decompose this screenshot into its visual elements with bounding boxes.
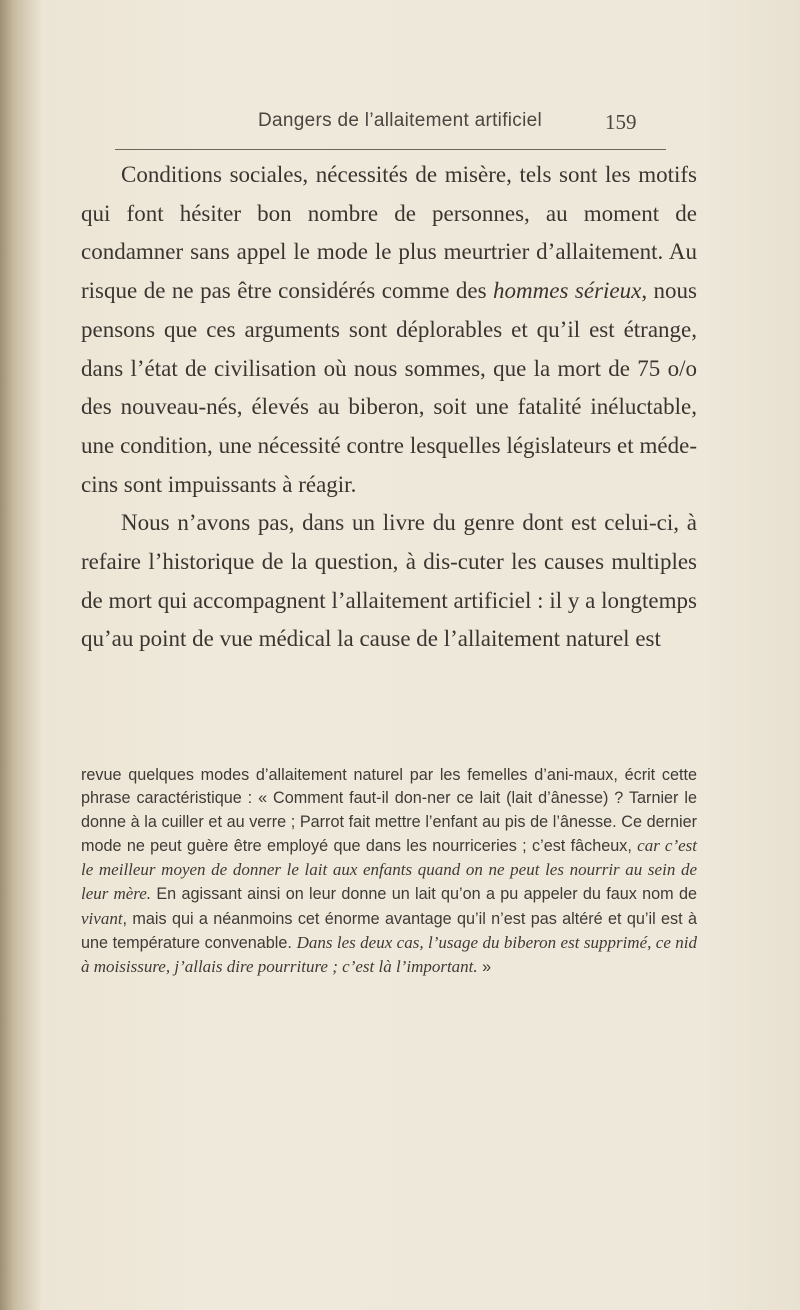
- paragraph-1: [81, 156, 697, 504]
- header-rule: [115, 149, 666, 150]
- paragraph-2: Nous n’avons pas, dans un livre du genre dont est celui-ci, à refaire l’historique de la question, à dis-cuter les causes multiples de mort qui accompagnent l’allaitement artificiel : il y a longtemps qu’au point de vue médical la cause de l’allaitement naturel est: [81, 510, 697, 652]
- main-text: [81, 156, 697, 659]
- footnote-text-a: revue quelques modes d’allaitement naturel par les femelles d’ani-maux, écrit cette phrase caractéristique : « Comment faut-il don-ner ce lait (lait d’ânesse) ? Tarnier le donne à la cuiller et au verre ; Parrot fait mettre l’enfant au pis de l’ânesse. Ce dernier mode ne peut guère être employé que dans les nourriceries ; c’est fâcheux,: [81, 766, 697, 855]
- footnote-italic-2: vivant: [81, 908, 123, 928]
- paragraph-1-italic: hommes sérieux: [493, 278, 642, 304]
- footnote: [81, 764, 697, 980]
- page-header: [0, 110, 800, 140]
- footnote-text-c: , mais qui a néanmoins cet énorme avantage qu’il n’est pas altéré et qu’il est à une température convenable.: [81, 909, 697, 953]
- page-binding-edge: [0, 0, 42, 1310]
- footnote-text-b: En agissant ainsi on leur donne un lait qu’on a pu appeler du faux nom de: [151, 885, 697, 904]
- footnote-italic-3: Dans les deux cas, l’usage du biberon est supprimé, ce nid à moisissure, j’allais dire pourriture ; c’est là l’important.: [81, 933, 698, 977]
- footnote-italic-1: car c’est le meilleur moyen de donner le lait aux enfants quand on ne peut les nourrir au sein de leur mère.: [81, 835, 697, 904]
- paragraph-1-text-a: Conditions sociales, nécessités de misère, tels sont les motifs qui font hésiter bon nombre de personnes, au moment de condamner sans appel le mode le plus meurtrier d’allaitement. Au risque de ne pas être considérés comme des: [81, 162, 697, 304]
- footnote-text-d: »: [477, 958, 492, 977]
- page-number: 159: [605, 110, 637, 134]
- paragraph-1-text-b: , nous pensons que ces arguments sont déplorables et qu’il est étrange, dans l’état de civilisation où nous sommes, que la mort de 75 o/o des nouveau-nés, élevés au biberon, soit une fatalité inéluctable, une condition, une nécessité contre lesquelles législateurs et méde-cins sont impuissants à réagir.: [81, 278, 698, 497]
- running-title: Dangers de l’allaitement artificiel: [257, 110, 542, 131]
